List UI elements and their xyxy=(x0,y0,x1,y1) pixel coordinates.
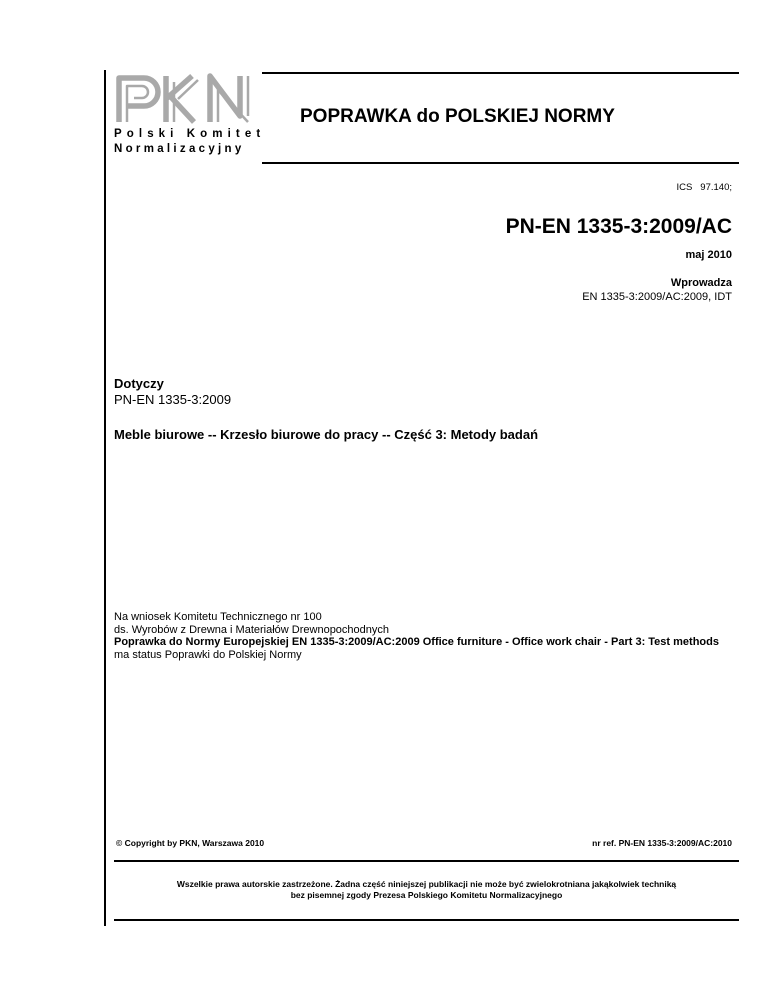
standard-title: Meble biurowe -- Krzesło biurowe do pracy -- Część 3: Metody badań xyxy=(114,427,539,442)
introduces-value: EN 1335-3:2009/AC:2009, IDT xyxy=(582,291,732,303)
pkn-logo-mark xyxy=(114,72,256,124)
standard-number: PN-EN 1335-3:2009/AC xyxy=(505,215,732,238)
pkn-logo xyxy=(114,72,266,162)
rights-line1: Wszelkie prawa autorskie zastrzeżone. Żadna część niniejszej publikacji nie może być zwielokrotniana jakąkolwiek techniką xyxy=(176,879,677,889)
request-line-committee: Na wniosek Komitetu Technicznego nr 100 xyxy=(114,611,322,623)
copyright-notice: © Copyright by PKN, Warszawa 2010 xyxy=(116,838,265,848)
concerns-label: Dotyczy xyxy=(114,376,164,391)
request-line-correction: Poprawka do Normy Europejskiej EN 1335-3:2009/AC:2009 Office furniture - Office work chair - Part 3: Test methods xyxy=(114,636,719,649)
ics-value: 97.140; xyxy=(700,182,732,193)
footer-rule-top xyxy=(114,860,739,862)
rights-line2: bez pisemnej zgody Prezesa Polskiego Komitetu Normalizacyjnego xyxy=(290,890,563,900)
header-rule-bottom xyxy=(262,162,739,164)
request-line-status: ma status Poprawki do Polskiej Normy xyxy=(114,648,302,661)
document-type-title: POPRAWKA do POLSKIEJ NORMY xyxy=(300,106,615,127)
logo-text-line1: Polski Komitet xyxy=(114,128,266,140)
publication-date: maj 2010 xyxy=(685,249,732,261)
reference-number: nr ref. PN-EN 1335-3:2009/AC:2010 xyxy=(592,838,732,848)
concerns-value: PN-EN 1335-3:2009 xyxy=(114,392,232,407)
request-line-scope: ds. Wyrobów z Drewna i Materiałów Drewnopochodnych xyxy=(114,623,390,636)
footer-rule-bottom xyxy=(114,919,739,921)
logo-text-line2: Normalizacyjny xyxy=(114,143,245,155)
left-margin-rule xyxy=(104,70,106,926)
ics-classification xyxy=(676,182,732,193)
ics-label: ICS xyxy=(676,182,693,193)
rights-notice xyxy=(114,879,739,901)
header-rule-top xyxy=(262,72,739,74)
request-block xyxy=(114,611,744,661)
introduces-label: Wprowadza xyxy=(670,277,732,289)
